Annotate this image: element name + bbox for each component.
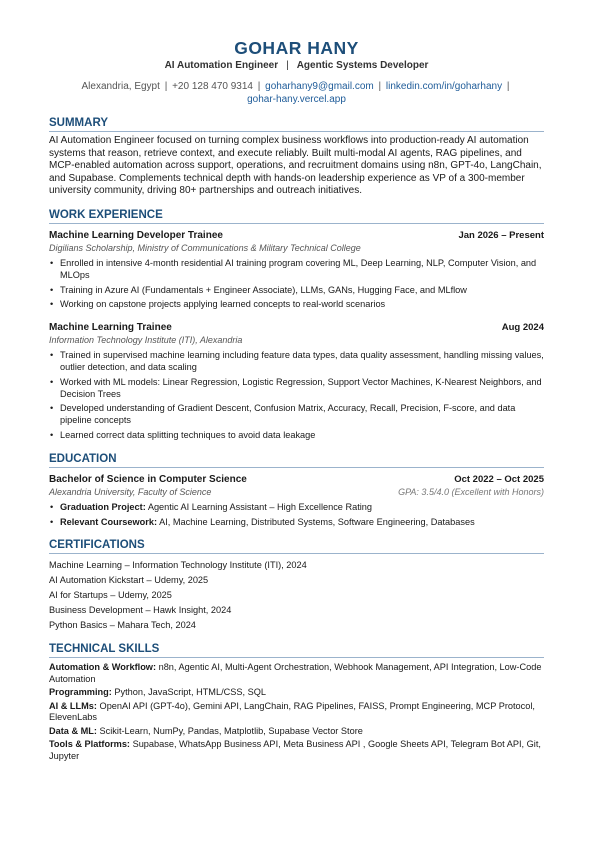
skill-label: AI & LLMs:: [49, 700, 97, 711]
contact-linkedin-link[interactable]: linkedin.com/in/goharhany: [385, 81, 503, 92]
section-heading: WORK EXPERIENCE: [49, 208, 163, 221]
certifications-list: [49, 558, 544, 632]
section-divider: [49, 223, 544, 224]
certification-item: AI for Startups – Udemy, 2025: [49, 589, 172, 600]
candidate-titles: [49, 59, 544, 72]
resume-header: [49, 38, 544, 106]
contact-email-link[interactable]: goharhany9@gmail.com: [265, 81, 374, 92]
education-bullets: [49, 502, 544, 529]
skill-row: [49, 687, 544, 699]
job-date: Aug 2024: [501, 322, 544, 334]
skills-list: [49, 662, 544, 762]
contact-separator: |: [378, 81, 382, 92]
contact-location: Alexandria, Egypt: [81, 81, 160, 92]
title-primary: AI Automation Engineer: [164, 60, 279, 71]
job-bullet: • Trained in supervised machine learning including feature data types, data quality assessment, handling missing values, outlier detection, and data scaling: [49, 350, 544, 374]
bullet-label: Graduation Project:: [60, 501, 146, 512]
skill-text: Supabase, WhatsApp Business API, Meta Business API , Google Sheets API, Telegram Bot API, Git, Jupyter: [49, 739, 541, 761]
section-heading: CERTIFICATIONS: [49, 539, 145, 552]
job-entry: [49, 321, 544, 442]
job-title: Machine Learning Developer Trainee: [49, 229, 223, 241]
contact-separator: |: [257, 81, 261, 92]
skill-row: [49, 662, 544, 685]
education-bullet: [49, 517, 544, 529]
skill-row: [49, 739, 544, 762]
bullet-text: Agentic AI Learning Assistant – High Excellence Rating: [147, 501, 373, 512]
certification-item: Python Basics – Mahara Tech, 2024: [49, 619, 196, 630]
job-organization: Digilians Scholarship, Ministry of Communications & Military Technical College: [49, 242, 361, 253]
section-divider: [49, 467, 544, 468]
job-bullet: • Worked with ML models: Linear Regression, Logistic Regression, Support Vector Machines, K-Nearest Neighbors, and Decision Trees: [49, 377, 544, 401]
section-divider: [49, 131, 544, 132]
contact-separator: |: [164, 81, 168, 92]
certification-item: Business Development – Hawk Insight, 2024: [49, 604, 232, 615]
job-bullets: [49, 258, 544, 311]
section-divider: [49, 553, 544, 554]
section-heading: SUMMARY: [49, 117, 108, 129]
skill-text: OpenAI API (GPT-4o), Gemini API, LangChain, RAG Pipelines, FAISS, Prompt Engineering, MCP Protocol, ElevenLabs: [49, 700, 535, 723]
summary-text: AI Automation Engineer focused on turning complex business workflows into production-ready AI automation systems that reason, retrieve context, and execute reliably. Built multi-modal AI agents, RAG pipelines, and MCP-enabled automation across support, operations, and recruitment domains using n8n, GPT-4o, LangChain, and Supabase. Complements technical depth with hands-on leadership experience as VP of a 300-member university community, driving 80+ partnerships and outreach initiatives.: [49, 135, 542, 197]
skill-row: [49, 701, 544, 724]
contact-info: [49, 80, 544, 106]
skills-section: [49, 642, 544, 762]
certification-item: Machine Learning – Information Technology Institute (ITI), 2024: [49, 560, 307, 571]
job-bullet: • Enrolled in intensive 4-month residential AI training program covering ML, Deep Learning, NLP, Computer Vision, and MLOps: [49, 258, 544, 282]
job-title: Machine Learning Trainee: [49, 322, 172, 334]
education-section: [49, 452, 544, 529]
contact-phone: +20 128 470 9314: [172, 81, 253, 92]
section-heading: EDUCATION: [49, 452, 117, 465]
skill-label: Programming:: [49, 687, 112, 698]
skill-text: Scikit-Learn, NumPy, Pandas, Matplotlib, Supabase Vector Store: [99, 725, 363, 736]
job-bullets: [49, 350, 544, 442]
candidate-name: GOHAR HANY: [234, 38, 359, 58]
gpa-text: GPA: 3.5/4.0 (Excellent with Honors): [398, 486, 544, 497]
bullet-label: Relevant Coursework:: [60, 516, 158, 527]
job-entry: [49, 229, 544, 311]
resume-page: [49, 38, 544, 764]
section-divider: [49, 657, 544, 658]
certifications-section: [49, 538, 544, 632]
title-secondary: Agentic Systems Developer: [296, 60, 429, 71]
job-bullet: • Training in Azure AI (Fundamentals + Engineer Associate), LLMs, GANs, Hugging Face, and MLflow: [49, 285, 544, 297]
experience-section: [49, 208, 544, 442]
skill-row: [49, 726, 544, 738]
skill-label: Data & ML:: [49, 725, 97, 736]
job-bullet: • Working on capstone projects applying learned concepts to real-world scenarios: [49, 299, 544, 311]
job-date: Jan 2026 – Present: [458, 229, 544, 241]
skill-text: n8n, Agentic AI, Multi-Agent Orchestration, Webhook Management, API Integration, Low-Code Automation: [49, 662, 542, 684]
skill-label: Tools & Platforms:: [49, 739, 130, 750]
job-bullet: • Developed understanding of Gradient Descent, Confusion Matrix, Accuracy, Recall, Precision, F-score, and data pipeline concepts: [49, 403, 544, 427]
skill-label: Automation & Workflow:: [49, 662, 157, 673]
summary-section: [49, 116, 544, 198]
job-organization: Information Technology Institute (ITI), Alexandria: [49, 335, 243, 346]
bullet-text: AI, Machine Learning, Distributed Systems, Software Engineering, Databases: [159, 516, 475, 527]
education-date: Oct 2022 – Oct 2025: [454, 473, 544, 485]
degree-title: Bachelor of Science in Computer Science: [49, 473, 247, 485]
title-separator: |: [286, 60, 289, 71]
job-bullet: • Learned correct data splitting techniques to avoid data leakage: [49, 430, 544, 442]
education-bullet: [49, 502, 544, 514]
section-heading: TECHNICAL SKILLS: [49, 643, 160, 656]
education-entry: [49, 473, 544, 529]
contact-separator: |: [506, 81, 510, 92]
skill-text: Python, JavaScript, HTML/CSS, SQL: [114, 687, 267, 698]
school-name: Alexandria University, Faculty of Science: [49, 486, 212, 497]
certification-item: AI Automation Kickstart – Udemy, 2025: [49, 575, 209, 586]
contact-website-link[interactable]: gohar-hany.vercel.app: [247, 94, 346, 105]
